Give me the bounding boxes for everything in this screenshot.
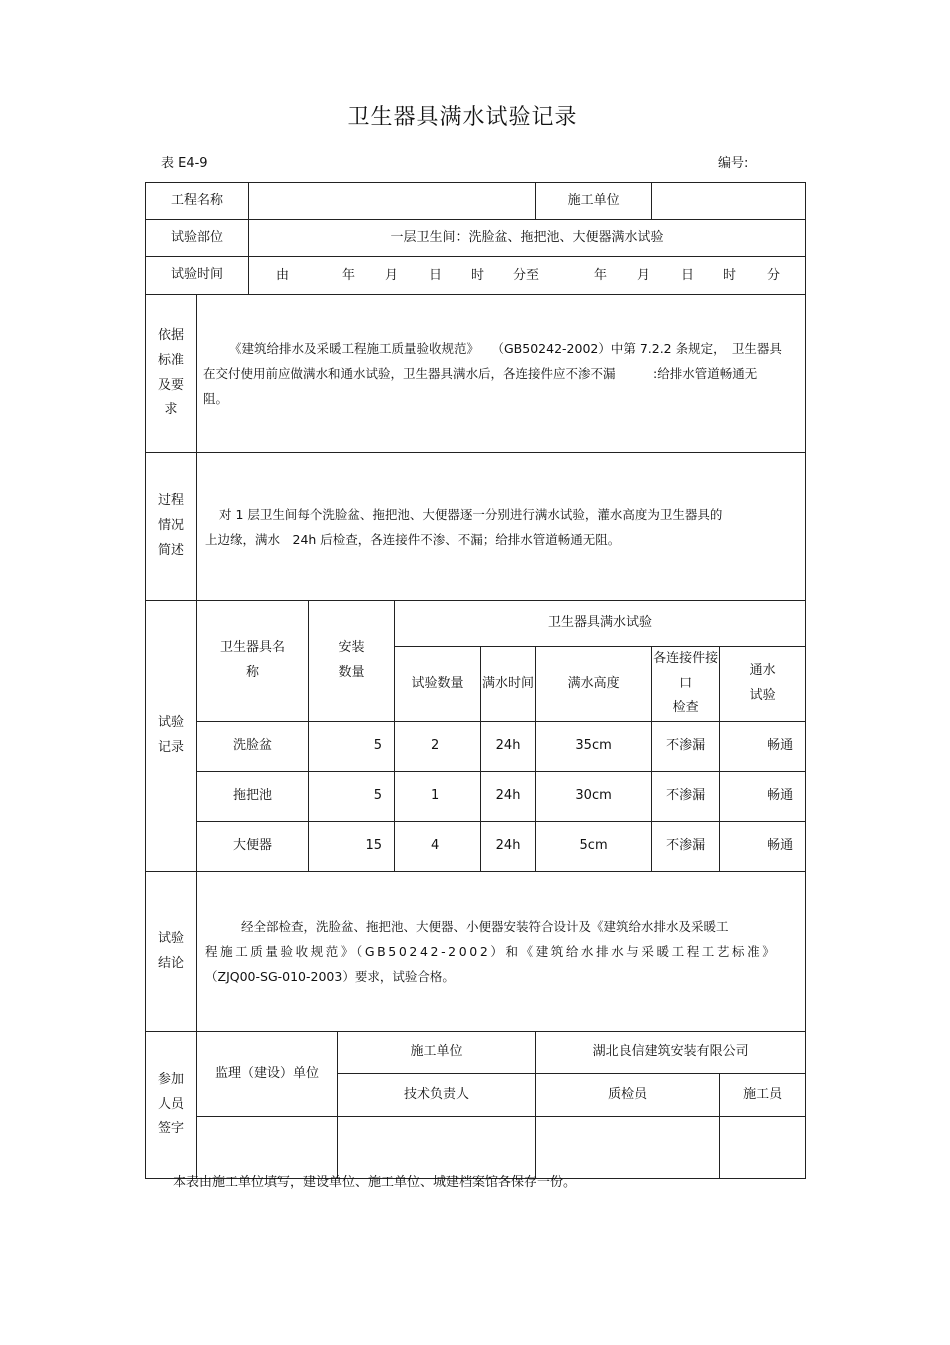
worker-label: 施工员 (720, 1074, 806, 1117)
joint-check-header: 各连接件接口 检查 (652, 647, 720, 722)
install-qty: 15 (309, 822, 395, 872)
install-qty: 5 (309, 722, 395, 772)
construction-unit-label: 施工单位 (536, 183, 652, 220)
test-qty: 1 (395, 772, 481, 822)
table-number: 表 E4-9 (161, 156, 208, 171)
test-record-table (145, 182, 806, 1179)
install-qty-header: 安装 数量 (309, 601, 395, 722)
basis-text: 《建筑给排水及采暖工程施工质量验收规范》 （GB50242-2002）中第 7.2.2 条规定， 卫生器具 在交付使用前应做满水和通水试验，卫生器具满水后，各连接件应不渗不漏 :给排水管道畅通无 阻。 (197, 295, 806, 453)
test-qty: 4 (395, 822, 481, 872)
supervisor-signature-field[interactable] (197, 1117, 338, 1179)
qc-label: 质检员 (536, 1074, 720, 1117)
time-min-to: 分至 (513, 267, 540, 283)
process-label: 过程 情况 简述 (146, 453, 197, 601)
tech-lead-signature-field[interactable] (338, 1117, 536, 1179)
test-location-value: 一层卫生间：洗脸盆、拖把池、大便器满水试验 (249, 220, 806, 257)
table-row (146, 772, 806, 822)
process-text: 对 1 层卫生间每个洗脸盆、拖把池、大便器逐一分别进行满水试验，灌水高度为卫生器具的 上边缘，满水 24h 后检查，各连接件不渗、不漏；给排水管道畅通无阻。 (197, 453, 806, 601)
test-location-label: 试验部位 (146, 220, 249, 257)
time-day-2: 日 (681, 267, 695, 283)
flow-test: 畅通 (720, 772, 806, 822)
full-height: 35cm (536, 722, 652, 772)
record-label: 试验 记录 (146, 601, 197, 872)
conclusion-text: 经全部检查，洗脸盆、拖把池、大便器、小便器安装符合设计及《建筑给水排水及采暖工 程施工质量验收规范》（GB50242-2002）和《建筑给水排水与采暖工程工艺标准》 （ZJQ00-SG-010-2003）要求，试验合格。 (197, 872, 806, 1032)
conclusion-label: 试验 结论 (146, 872, 197, 1032)
full-height: 30cm (536, 772, 652, 822)
full-time-header: 满水时间 (481, 647, 536, 722)
full-time: 24h (481, 822, 536, 872)
footer-note: 本表由施工单位填写，建设单位、施工单位、城建档案馆各保存一份。 (173, 1175, 577, 1190)
time-min-2: 分 (767, 267, 781, 283)
full-height: 5cm (536, 822, 652, 872)
flow-test-header: 通水 试验 (720, 647, 806, 722)
time-year-2: 年 (594, 267, 608, 283)
fixture-name-header: 卫生器具名 称 (197, 601, 309, 722)
sign-construction-unit-label: 施工单位 (338, 1032, 536, 1074)
worker-signature-field[interactable] (720, 1117, 806, 1179)
tech-lead-label: 技术负责人 (338, 1074, 536, 1117)
flow-test: 畅通 (720, 722, 806, 772)
full-water-test-header: 卫生器具满水试验 (395, 601, 806, 647)
qc-signature-field[interactable] (536, 1117, 720, 1179)
signature-label: 参加 人员 签字 (146, 1032, 197, 1179)
joint-check: 不渗漏 (652, 772, 720, 822)
project-name-label: 工程名称 (146, 183, 249, 220)
supervisor-unit-label: 监理（建设）单位 (197, 1032, 338, 1117)
time-hour-1: 时 (471, 267, 485, 283)
construction-unit-field[interactable] (652, 183, 806, 220)
serial-number-label: 编号: (718, 156, 749, 171)
project-name-field[interactable] (249, 183, 536, 220)
install-qty: 5 (309, 772, 395, 822)
time-month-1: 月 (385, 267, 399, 283)
time-from: 由 (276, 267, 290, 283)
fixture-name: 大便器 (197, 822, 309, 872)
joint-check: 不渗漏 (652, 822, 720, 872)
table-row (146, 722, 806, 772)
test-qty-header: 试验数量 (395, 647, 481, 722)
time-day-1: 日 (429, 267, 443, 283)
time-year-1: 年 (342, 267, 356, 283)
page-title: 卫生器具满水试验记录 (347, 105, 578, 130)
test-qty: 2 (395, 722, 481, 772)
full-time: 24h (481, 722, 536, 772)
fixture-name: 拖把池 (197, 772, 309, 822)
fixture-name: 洗脸盆 (197, 722, 309, 772)
full-time: 24h (481, 772, 536, 822)
time-month-2: 月 (637, 267, 651, 283)
full-height-header: 满水高度 (536, 647, 652, 722)
flow-test: 畅通 (720, 822, 806, 872)
sign-construction-unit-value: 湖北良信建筑安装有限公司 (536, 1032, 806, 1074)
joint-check: 不渗漏 (652, 722, 720, 772)
time-hour-2: 时 (723, 267, 737, 283)
test-time-field[interactable] (249, 257, 806, 295)
basis-label: 依据 标准 及要 求 (146, 295, 197, 453)
table-row (146, 822, 806, 872)
test-time-label: 试验时间 (146, 257, 249, 295)
